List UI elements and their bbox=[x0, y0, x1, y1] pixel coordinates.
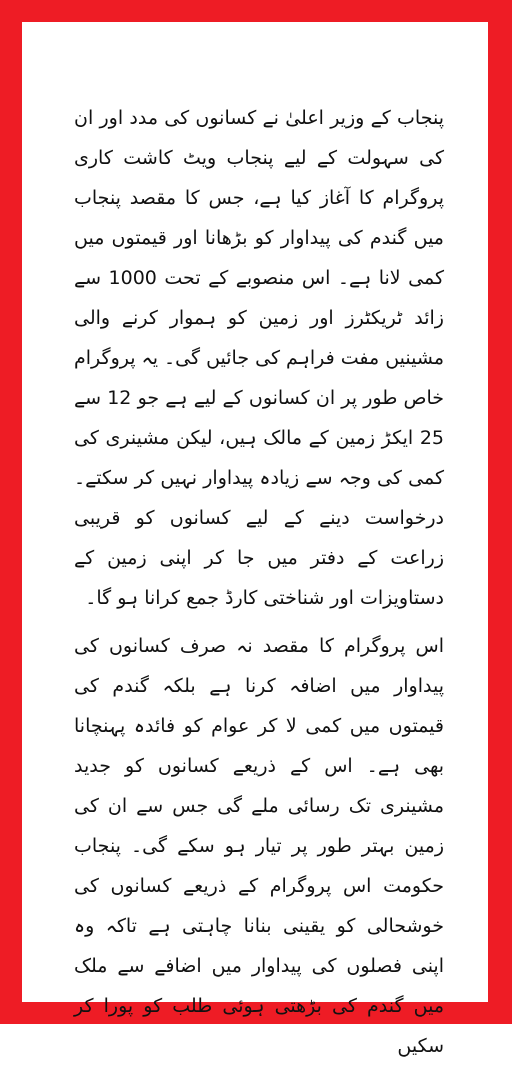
article-paragraph-2: اس پروگرام کا مقصد نہ صرف کسانوں کی پیداوار میں اضافہ کرنا ہے بلکہ گندم کی قیمتوں میں کمی لا کر عوام کو فائدہ پہنچانا بھی ہے۔ اس کے ذریعے کسانوں کو جدید مشینری تک رسائی ملے گی جس سے ان کی زمین بہتر طور پر تیار ہو سکے گی۔ پنجاب حکومت اس پروگرام کے ذریعے کسانوں کی خوشحالی کو یقینی بنانا چاہتی ہے تاکہ وہ اپنی فصلوں کی پیداوار میں اضافے سے ملک میں گندم کی بڑھتی ہوئی طلب کو پورا کر سکیں bbox=[74, 635, 444, 1057]
article-paragraph-1: پنجاب کے وزیر اعلیٰ نے کسانوں کی مدد اور ان کی سہولت کے لیے پنجاب ویٹ کاشت کاری پروگرام کا آغاز کیا ہے، جس کا مقصد پنجاب میں گندم کی پیداوار کو بڑھانا اور قیمتوں میں کمی لانا ہے۔ اس منصوبے کے تحت 1000 سے زائد ٹریکٹرز اور زمین کو ہموار کرنے والی مشینیں مفت فراہم کی جائیں گی۔ یہ پروگرام خاص طور پر ان کسانوں کے لیے ہے جو 12 سے 25 ایکڑ زمین کے مالک ہیں، لیکن مشینری کی کمی کی وجہ سے زیادہ پیداوار نہیں کر سکتے۔ درخواست دینے کے لیے کسانوں کو قریبی زراعت کے دفتر میں جا کر اپنی زمین کے دستاویزات اور شناختی کارڈ جمع کرانا ہو گا۔ bbox=[74, 107, 444, 609]
article-body bbox=[74, 98, 444, 1066]
